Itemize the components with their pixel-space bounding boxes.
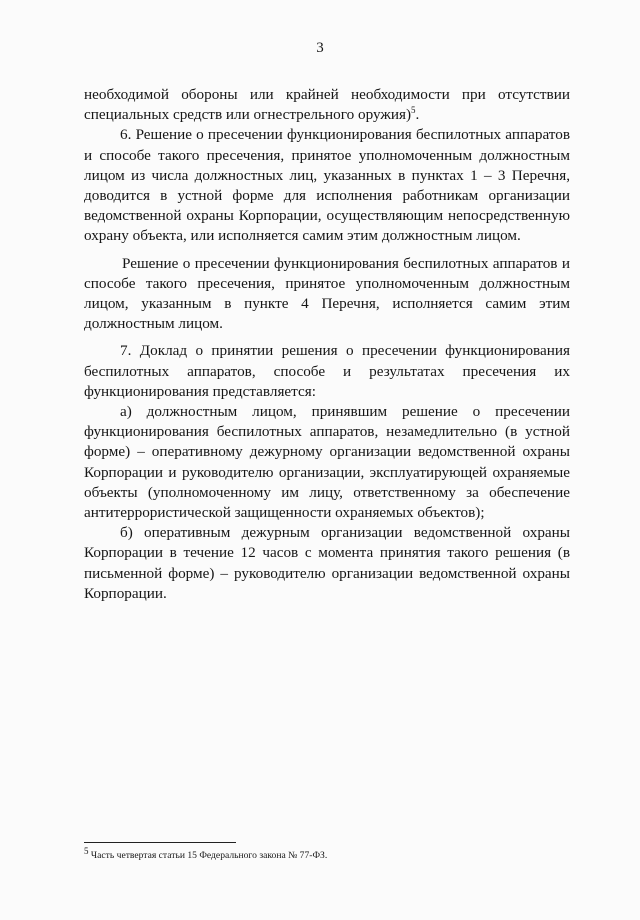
footnote-separator bbox=[84, 842, 236, 843]
paragraph-item-6: 6. Решение о пресечении функционирования беспилотных аппаратов и способе такого пресечения, принятое уполномоченным должностным лицом из числа должностных лиц, указанных в пунктах 1 – 3 Перечня, доводится в устной форме для исполнения работникам организации ведомственной охраны Корпорации, осуществляющим непосредственную охрану объекта, или исполняется самим этим должностным лицом. bbox=[84, 126, 570, 245]
paragraph-text: необходимой обороны или крайней необходимости при отсутствии специальных средств или огнестрельного оружия) bbox=[84, 86, 570, 124]
paragraph-subitem-a: а) должностным лицом, принявшим решение о пресечении функционирования беспилотных аппаратов, незамедлительно (в устной форме) – оперативному дежурному организации ведомственной охраны Корпорации и руководителю организации, эксплуатирующей охраняемые объекты (уполномоченному им лицу, ответственному за обеспечение антитеррористической защищенности охраняемых объектов); bbox=[84, 403, 570, 522]
paragraph-punctuation: . bbox=[415, 106, 420, 124]
document-body bbox=[84, 85, 570, 604]
footnote-text: Часть четвертая статьи 15 Федерального закона № 77-ФЗ. bbox=[88, 850, 328, 861]
footnote bbox=[84, 845, 570, 862]
paragraph-subitem-b: б) оперативным дежурным организации ведомственной охраны Корпорации в течение 12 часов с момента принятия такого решения (в письменной форме) – руководителю организации ведомственной охраны Корпорации. bbox=[84, 524, 570, 602]
footnote-reference: 5 bbox=[411, 105, 416, 116]
footnote-marker: 5 bbox=[84, 845, 89, 856]
paragraph-item-6-decision: Решение о пресечении функционирования беспилотных аппаратов и способе такого пресечения, принятое уполномоченным должностным лицом, указанным в пункте 4 Перечня, исполняется самим этим должностным лицом. bbox=[84, 254, 570, 333]
paragraph-item-7: 7. Доклад о принятии решения о пресечении функционирования беспилотных аппаратов, способе и результатах пресечения их функционирования представляется: bbox=[84, 342, 570, 400]
page-number: 3 bbox=[316, 40, 324, 56]
paragraph-continuation bbox=[84, 85, 570, 125]
